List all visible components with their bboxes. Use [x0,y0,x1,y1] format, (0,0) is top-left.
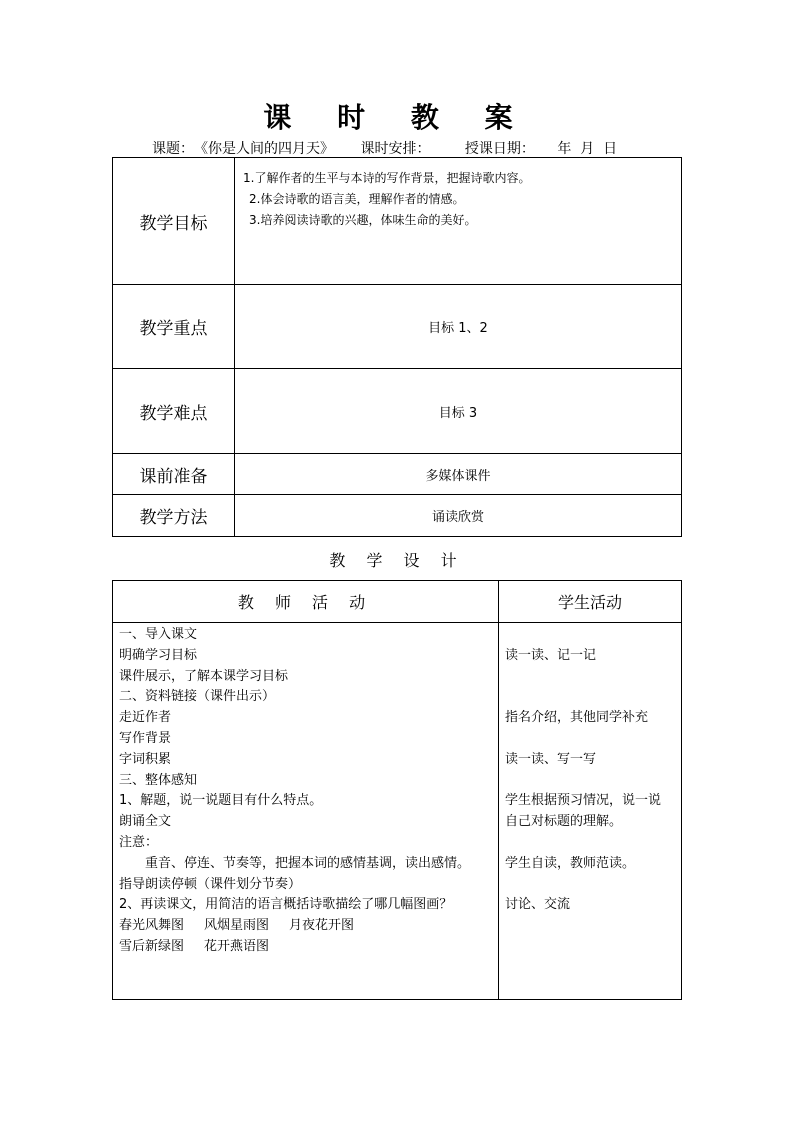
topic-label: 课题： [152,141,194,157]
teacher-activity-cell [113,623,499,1000]
picture-name: 月夜花开图 [289,918,355,934]
student-line [505,833,681,854]
topic-value: 《你是人间的四月天》 [194,141,334,157]
student-line: 学生自读，教师范读。 [505,855,636,871]
page-title: 课 时 教 案 [263,101,531,134]
teacher-line: 注意： [119,834,159,850]
teacher-activity-header: 教 师 活 动 [113,581,499,623]
goals-label: 教学目标 [113,158,235,285]
teacher-line: 走近作者 [119,710,172,726]
method-value: 诵读欣赏 [235,495,682,537]
key-points-value: 目标 1、2 [235,285,682,369]
goal-item: 3.培养阅读诗歌的兴趣，体味生命的美好。 [249,213,477,227]
difficulty-value: 目标 3 [235,369,682,454]
method-row [113,495,682,537]
picture-name: 花开燕语图 [204,938,270,954]
student-line [505,729,681,750]
student-activity-cell [499,623,682,1000]
student-line: 读一读、写一写 [505,751,597,767]
pictures-row [119,937,498,958]
preparation-row [113,454,682,495]
teacher-line: 指导朗读停顿（课件划分节奏） [119,876,302,892]
student-line [505,875,681,896]
design-body-row [113,623,682,1000]
student-line [505,771,681,792]
picture-name: 春光风舞图 [119,918,185,934]
lesson-header [112,138,682,158]
method-label: 教学方法 [113,495,235,537]
teacher-line: 2、再读课文，用简洁的语言概括诗歌描绘了哪几幅图画？ [119,897,453,913]
teacher-line: 写作背景 [119,730,172,746]
student-line: 读一读、记一记 [505,647,597,663]
key-points-label: 教学重点 [113,285,235,369]
student-line: 自己对标题的理解。 [505,814,623,830]
goal-item: 2.体会诗歌的语言美，理解作者的情感。 [249,192,465,206]
picture-name: 雪后新绿图 [119,938,185,954]
picture-name: 风烟星雨图 [204,918,270,934]
student-line: 学生根据预习情况，说一说 [505,793,662,809]
difficulty-row [113,369,682,454]
teacher-line: 课件展示，了解本课学习目标 [119,668,289,684]
date-label: 授课日期： [464,141,535,157]
schedule-label: 课时安排： [360,141,431,157]
design-header-row [113,581,682,623]
teacher-line: 三、整体感知 [119,772,198,788]
teacher-line: 一、导入课文 [119,627,198,642]
student-activity-header: 学生活动 [499,581,682,623]
difficulty-label: 教学难点 [113,369,235,454]
teacher-line: 朗诵全文 [119,814,172,830]
teacher-line: 字词积累 [119,751,172,767]
goals-row [113,158,682,285]
goals-list [235,158,682,285]
teaching-design-table [112,580,682,1000]
teacher-line: 二、资料链接（课件出示） [119,689,276,705]
teacher-line: 重音、停连、节奏等，把握本词的感情基调，读出感情。 [145,855,471,871]
teacher-line: 1、解题，说一说题目有什么特点。 [119,793,323,809]
goal-item: 1.了解作者的生平与本诗的写作背景，把握诗歌内容。 [243,171,531,185]
student-line: 讨论、交流 [505,897,571,913]
pictures-row [119,916,498,937]
student-line: 指名介绍，其他同学补充 [505,710,649,726]
design-title: 教 学 设 计 [329,551,465,570]
preparation-value: 多媒体课件 [235,454,682,495]
teacher-line: 明确学习目标 [119,647,198,663]
preparation-label: 课前准备 [113,454,235,495]
key-points-row [113,285,682,369]
student-line [505,625,681,646]
student-line [505,667,681,688]
date-fields: 年 月 日 [557,141,618,157]
lesson-plan-table [112,157,682,537]
student-line [505,687,681,708]
